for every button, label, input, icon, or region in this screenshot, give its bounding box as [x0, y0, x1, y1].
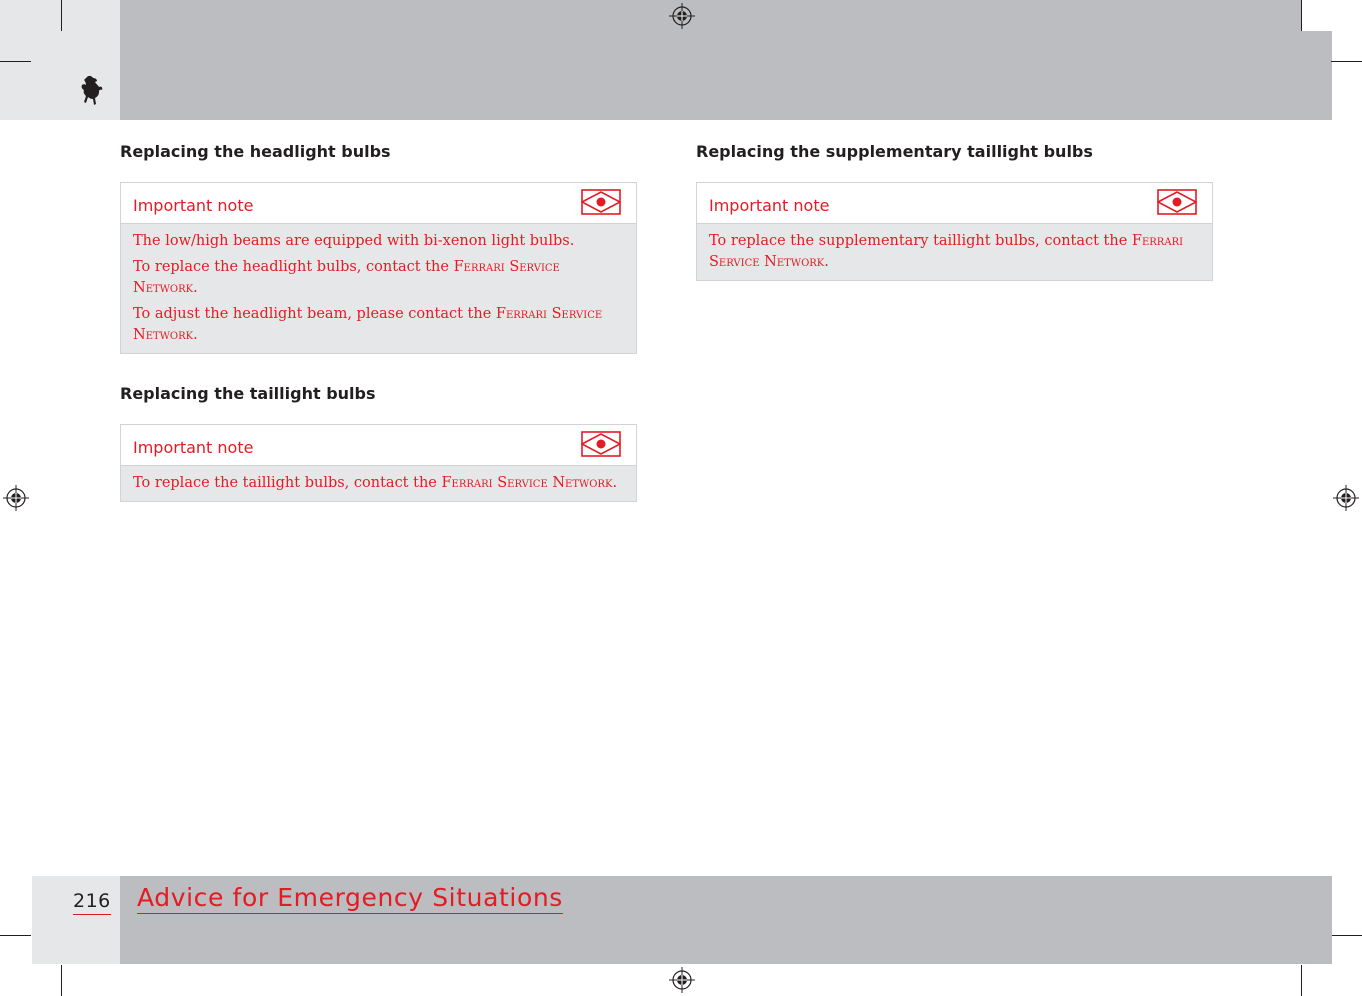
section-heading-taillight: Replacing the taillight bulbs	[120, 384, 376, 403]
eye-warning-icon	[1157, 189, 1197, 215]
crop-mark	[0, 935, 31, 936]
crop-mark	[1301, 965, 1302, 996]
note-title: Important note	[133, 196, 254, 215]
note-paragraph	[709, 231, 1200, 273]
crop-mark	[61, 0, 62, 31]
crop-mark	[1331, 935, 1362, 936]
note-paragraph	[133, 473, 624, 494]
service-network-name: Ferrari Service Network	[709, 233, 1184, 270]
important-note-supplementary	[696, 182, 1213, 281]
header-band	[120, 0, 1302, 120]
note-text: To replace the headlight bulbs, contact the	[133, 259, 454, 275]
note-text: .	[612, 475, 618, 491]
page-number: 216	[73, 890, 111, 915]
note-body	[697, 224, 1212, 280]
note-header	[121, 183, 636, 224]
note-text: To replace the supplementary taillight bulbs, contact the	[709, 233, 1132, 249]
important-note-taillight	[120, 424, 637, 502]
note-header	[121, 425, 636, 466]
crop-mark	[1301, 0, 1302, 31]
note-body	[121, 224, 636, 353]
note-body	[121, 466, 636, 501]
service-network-name: Ferrari Service Network	[133, 259, 560, 296]
note-paragraph: The low/high beams are equipped with bi-xenon light bulbs.	[133, 233, 575, 249]
header-band-extension	[1302, 31, 1332, 120]
note-text: .	[193, 280, 198, 296]
note-paragraph	[133, 304, 624, 346]
important-note-headlight	[120, 182, 637, 354]
eye-warning-icon	[581, 431, 621, 457]
registration-mark-icon	[3, 485, 29, 511]
crop-mark	[61, 965, 62, 996]
section-heading-headlight: Replacing the headlight bulbs	[120, 142, 391, 161]
note-paragraph	[133, 257, 624, 299]
note-text: .	[824, 254, 829, 270]
prancing-horse-icon	[78, 74, 104, 108]
crop-mark	[0, 61, 31, 62]
note-text: .	[193, 327, 198, 343]
chapter-title: Advice for Emergency Situations	[137, 883, 563, 912]
section-heading-supplementary-taillight: Replacing the supplementary taillight bulbs	[696, 142, 1093, 161]
registration-mark-icon	[1333, 485, 1359, 511]
service-network-name: Ferrari Service Network	[441, 475, 613, 491]
service-network-name: Ferrari Service Network	[133, 306, 603, 343]
eye-warning-icon	[581, 189, 621, 215]
note-title: Important note	[709, 196, 830, 215]
registration-mark-icon	[669, 967, 695, 993]
note-title: Important note	[133, 438, 254, 457]
crop-mark	[1331, 61, 1362, 62]
note-header	[697, 183, 1212, 224]
note-text: To replace the taillight bulbs, contact the	[133, 475, 442, 491]
note-text: To adjust the headlight beam, please contact the	[133, 306, 496, 322]
registration-mark-icon	[669, 3, 695, 29]
